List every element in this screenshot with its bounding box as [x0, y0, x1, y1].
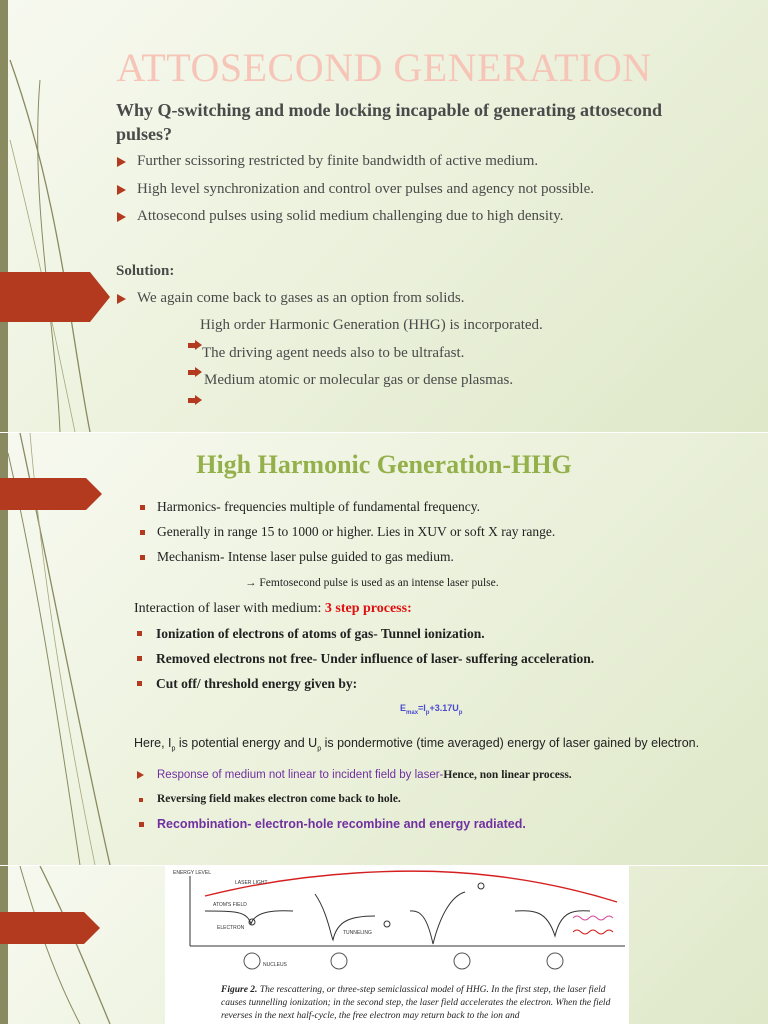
bullet-arrow-icon	[117, 157, 126, 167]
formula-p2: p	[458, 709, 463, 716]
interaction-prefix: Interaction of laser with medium:	[134, 601, 325, 616]
hhg-diagram	[165, 866, 629, 984]
bullet-square-icon	[139, 798, 143, 802]
here-c: is pondermotive (time averaged) energy of laser gained by electron.	[321, 736, 700, 750]
label-electron: ELECTRON	[217, 925, 245, 931]
label-nucleus: NUCLEUS	[263, 962, 287, 968]
bullet-arrow-icon	[137, 771, 144, 779]
question-heading: Why Q-switching and mode locking incapable of generating attosecond pulses?	[116, 100, 663, 144]
slide-title: ATTOSECOND GENERATION	[116, 45, 652, 90]
interaction-highlight: 3 step process:	[324, 601, 412, 616]
list-item: Harmonics- frequencies multiple of fundamental frequency.	[157, 499, 480, 514]
solution-label: Solution:	[116, 263, 175, 279]
bullet-square-icon	[137, 631, 142, 636]
formula-plus: +3.17U	[429, 703, 459, 713]
slide-1	[0, 0, 768, 432]
formula-eq: =I	[418, 703, 426, 713]
list-item: Generally in range 15 to 1000 or higher. Lies in XUV or soft X ray range.	[157, 524, 556, 539]
arrow-right-icon	[188, 341, 202, 350]
list-item: We again come back to gases as an option from solids.	[137, 290, 465, 306]
here-sub1: p	[171, 745, 176, 753]
response-line	[157, 769, 572, 781]
bullet-square-icon	[139, 822, 144, 827]
arrow-tab-icon	[0, 272, 110, 322]
label-tunneling: TUNNELING	[343, 930, 372, 936]
here-a: Here, I	[134, 736, 172, 750]
list-item: Medium atomic or molecular gas or dense plasmas.	[204, 372, 514, 388]
slide-title-hhg: High Harmonic Generation-HHG	[196, 450, 572, 479]
response-prefix: Response of medium not linear to incident field by laser-	[157, 769, 444, 781]
list-item: Mechanism- Intense laser pulse guided to gas medium.	[157, 549, 454, 564]
list-item: Removed electrons not free- Under influence of laser- suffering acceleration.	[156, 651, 595, 666]
arrow-right-icon	[188, 396, 202, 405]
bullet-square-icon	[140, 555, 145, 560]
formula	[400, 703, 462, 716]
bullet-square-icon	[140, 505, 145, 510]
list-item: Ionization of electrons of atoms of gas- Tunnel ionization.	[156, 626, 485, 641]
sub-arrow-line: → Femtosecond pulse is used as an intense laser pulse.	[245, 577, 499, 589]
formula-max: max	[406, 709, 419, 716]
arrow-tab-icon	[0, 478, 102, 510]
label-atoms: ATOM'S FIELD	[213, 902, 247, 908]
list-item: The driving agent needs also to be ultrafast.	[202, 345, 465, 361]
list-item: Further scissoring restricted by finite bandwidth of active medium.	[137, 153, 539, 169]
bullet-square-icon	[137, 681, 142, 686]
arrow-tab-icon	[0, 912, 100, 944]
list-item: Attosecond pulses using solid medium challenging due to high density.	[137, 208, 564, 224]
figure-caption	[221, 984, 611, 1023]
bullet-square-icon	[137, 656, 142, 661]
decorative-curves-icon	[0, 866, 120, 1024]
caption-text: The rescattering, or three-step semiclassical model of HHG. In the first step, the laser field causes tunnelling ionization; in the second step, the laser field accelerates the electron. When the field reverses in the next half-cycle, the free electron may return back to the ion and	[221, 985, 611, 1021]
formula-p: p	[425, 709, 430, 716]
here-b: is potential energy and U	[175, 736, 318, 750]
formula-e: E	[400, 703, 407, 713]
bullet-arrow-icon	[117, 212, 126, 222]
interaction-line	[134, 601, 412, 617]
bullet-arrow-icon	[117, 294, 126, 304]
label-energy: ENERGY LEVEL	[173, 870, 211, 876]
label-laser: LASER LIGHT	[235, 880, 268, 886]
list-item: Recombination- electron-hole recombine and energy radiated.	[157, 817, 526, 831]
list-item: High level synchronization and control over pulses and agency not possible.	[137, 181, 594, 197]
response-suffix: Hence, non linear process.	[443, 769, 572, 781]
bullet-square-icon	[140, 530, 145, 535]
here-line	[134, 736, 699, 753]
arrow-right-icon	[188, 368, 202, 377]
list-item: Reversing field makes electron come back to hole.	[157, 793, 401, 805]
hhg-line: High order Harmonic Generation (HHG) is incorporated.	[200, 317, 543, 333]
caption-bold: Figure 2.	[221, 985, 258, 995]
list-item: Cut off/ threshold energy given by:	[156, 676, 358, 691]
here-sub2: p	[317, 745, 322, 753]
bullet-arrow-icon	[117, 185, 126, 195]
